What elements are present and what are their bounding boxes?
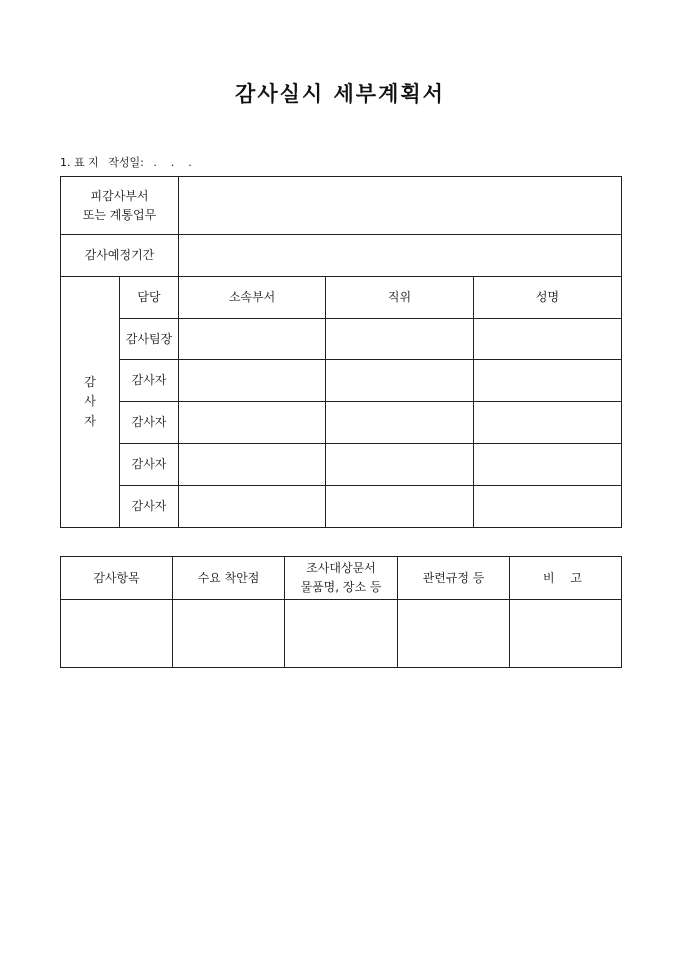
header-target-docs-line2: 물품명, 장소 등 bbox=[300, 580, 382, 594]
header-key-points: 수요 착안점 bbox=[173, 557, 285, 600]
department-cell[interactable] bbox=[179, 319, 326, 360]
audited-dept-row bbox=[61, 177, 622, 235]
header-audit-item: 감사항목 bbox=[61, 557, 173, 600]
regulations-cell[interactable] bbox=[398, 600, 510, 668]
header-department: 소속부서 bbox=[179, 277, 326, 319]
header-target-docs-line1: 조사대상문서 bbox=[306, 561, 376, 576]
position-cell[interactable] bbox=[326, 486, 474, 528]
role-cell: 감사자 bbox=[120, 360, 179, 402]
auditor-row bbox=[61, 360, 622, 402]
audit-period-value[interactable] bbox=[179, 235, 622, 277]
auditor-row bbox=[61, 444, 622, 486]
audit-items-table bbox=[60, 556, 622, 668]
audit-cover-table bbox=[60, 176, 622, 528]
auditor-row bbox=[61, 486, 622, 528]
position-cell[interactable] bbox=[326, 402, 474, 444]
role-cell: 감사자 bbox=[120, 402, 179, 444]
header-remarks: 비 고 bbox=[510, 557, 622, 600]
date-value: . . . bbox=[153, 156, 192, 169]
cover-section-header bbox=[60, 154, 198, 170]
department-cell[interactable] bbox=[179, 444, 326, 486]
date-label: 작성일: bbox=[108, 156, 144, 169]
audited-dept-value[interactable] bbox=[179, 177, 622, 235]
audited-dept-label bbox=[61, 177, 179, 235]
department-cell[interactable] bbox=[179, 486, 326, 528]
position-cell[interactable] bbox=[326, 360, 474, 402]
name-cell[interactable] bbox=[474, 402, 622, 444]
department-cell[interactable] bbox=[179, 402, 326, 444]
position-cell[interactable] bbox=[326, 444, 474, 486]
position-cell[interactable] bbox=[326, 319, 474, 360]
header-regulations: 관련규정 등 bbox=[398, 557, 510, 600]
auditor-group-char: 감 bbox=[84, 375, 96, 390]
role-cell: 감사자 bbox=[120, 486, 179, 528]
header-position: 직위 bbox=[326, 277, 474, 319]
auditor-group-char: 자 bbox=[84, 413, 96, 428]
header-role: 담당 bbox=[120, 277, 179, 319]
role-cell: 감사자 bbox=[120, 444, 179, 486]
audit-period-row bbox=[61, 235, 622, 277]
auditor-group-label bbox=[61, 277, 120, 528]
name-cell[interactable] bbox=[474, 319, 622, 360]
items-header-row bbox=[61, 557, 622, 600]
key-points-cell[interactable] bbox=[173, 600, 285, 668]
audited-dept-label-line1: 피감사부서 bbox=[90, 188, 149, 203]
name-cell[interactable] bbox=[474, 486, 622, 528]
audit-item-cell[interactable] bbox=[61, 600, 173, 668]
department-cell[interactable] bbox=[179, 360, 326, 402]
name-cell[interactable] bbox=[474, 444, 622, 486]
items-body-row bbox=[61, 600, 622, 668]
name-cell[interactable] bbox=[474, 360, 622, 402]
auditor-row bbox=[61, 402, 622, 444]
document-title: 감사실시 세부계획서 bbox=[235, 81, 445, 106]
auditor-header-row bbox=[61, 277, 622, 319]
header-target-docs bbox=[285, 557, 398, 600]
auditor-group-char: 사 bbox=[84, 394, 96, 409]
role-cell: 감사팀장 bbox=[120, 319, 179, 360]
header-name: 성명 bbox=[474, 277, 622, 319]
auditor-row bbox=[61, 319, 622, 360]
remarks-cell[interactable] bbox=[510, 600, 622, 668]
audited-dept-label-line2: 또는 계통업무 bbox=[82, 207, 157, 222]
target-docs-cell[interactable] bbox=[285, 600, 398, 668]
section-label: 1. 표 지 bbox=[60, 156, 99, 169]
audit-period-label: 감사예정기간 bbox=[61, 235, 179, 277]
